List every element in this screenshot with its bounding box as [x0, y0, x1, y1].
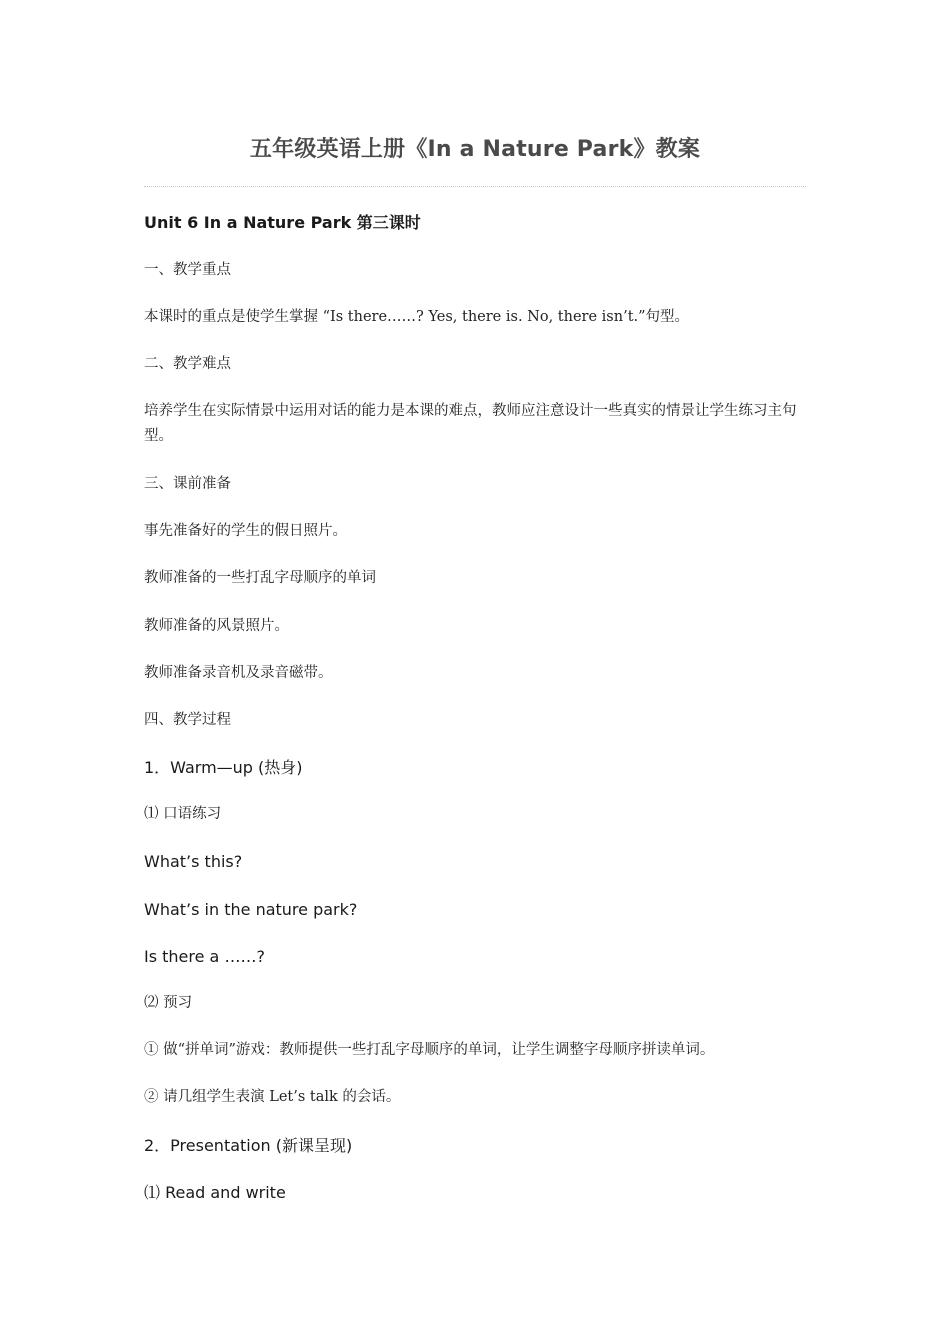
sub-heading-read-write: ⑴ Read and write [144, 1183, 286, 1202]
paragraph-focus: 本课时的重点是使学生掌握 “Is there……? Yes, there is. No, there isn’t.”句型。 [144, 309, 690, 325]
section-heading-process: 四、教学过程 [144, 712, 231, 728]
prep-item: 教师准备的风景照片。 [144, 618, 289, 634]
step-heading-presentation: 2．Presentation (新课呈现) [144, 1136, 353, 1155]
prep-item: 事先准备好的学生的假日照片。 [144, 523, 347, 539]
step-heading-warmup: 1．Warm—up (热身) [144, 758, 303, 777]
oral-question: Is there a ……? [144, 947, 265, 966]
preview-item: ① 做“拼单词”游戏：教师提供一些打乱字母顺序的单词，让学生调整字母顺序拼读单词。 [144, 1042, 715, 1058]
preview-item: ② 请几组学生表演 Let’s talk 的会话。 [144, 1089, 401, 1105]
oral-question: What’s this? [144, 852, 243, 871]
title-divider [144, 186, 806, 187]
paragraph-difficulty: 培养学生在实际情景中运用对话的能力是本课的难点，教师应注意设计一些真实的情景让学生练习主句型。 [144, 403, 797, 444]
oral-question: What’s in the nature park? [144, 900, 358, 919]
unit-heading: Unit 6 In a Nature Park 第三课时 [144, 213, 421, 232]
prep-item: 教师准备录音机及录音磁带。 [144, 665, 333, 681]
section-heading-preparation: 三、课前准备 [144, 476, 231, 492]
section-heading-difficulty: 二、教学难点 [144, 356, 231, 372]
section-heading-focus: 一、教学重点 [144, 262, 231, 278]
sub-heading-oral: ⑴ 口语练习 [144, 806, 222, 822]
prep-item: 教师准备的一些打乱字母顺序的单词 [144, 570, 376, 586]
document-title: 五年级英语上册《In a Nature Park》教案 [249, 137, 701, 162]
sub-heading-preview: ⑵ 预习 [144, 995, 193, 1011]
